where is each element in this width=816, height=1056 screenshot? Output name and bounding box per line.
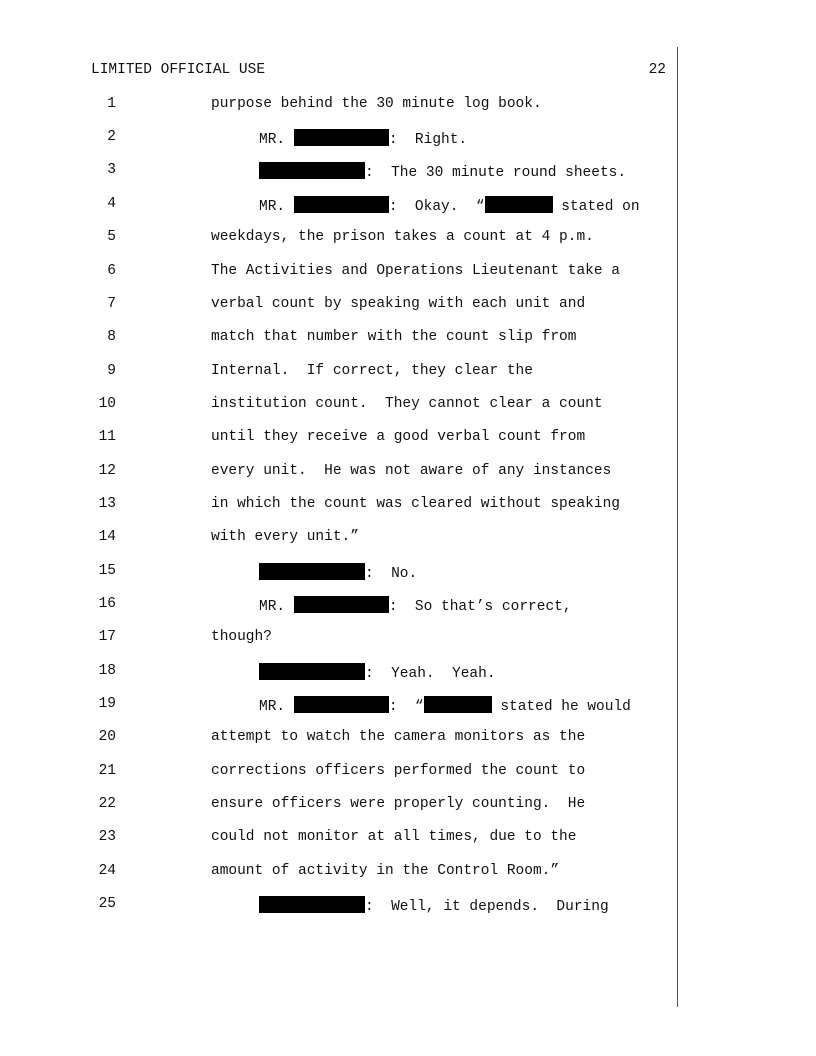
transcript-line [0,763,816,783]
line-text: The Activities and Operations Lieutenant take a [211,263,620,279]
transcript-line [0,263,816,283]
speaker-remark: : Well, it depends. During [365,899,609,915]
line-text: in which the count was cleared without speaking [211,496,620,512]
speaker-remark: : No. [365,566,418,582]
speaker-prefix: MR. [259,132,294,148]
line-number: 3 [107,162,116,178]
transcript-line [0,596,816,616]
line-text [259,696,631,715]
transcript-line [0,663,816,683]
line-number: 22 [98,796,116,812]
transcript-line [0,96,816,116]
line-number: 8 [107,329,116,345]
page-header-classification: LIMITED OFFICIAL USE [91,62,266,78]
transcript-line [0,363,816,383]
redaction-box [294,696,389,713]
transcript-line [0,729,816,749]
line-text: ensure officers were properly counting. He [211,796,586,812]
line-number: 25 [98,896,116,912]
line-text [259,162,626,181]
line-text: Internal. If correct, they clear the [211,363,533,379]
line-number: 11 [98,429,116,445]
line-number: 18 [98,663,116,679]
line-number: 20 [98,729,116,745]
redaction-box [259,896,365,913]
transcript-line [0,162,816,182]
line-text: match that number with the count slip from [211,329,577,345]
line-text: corrections officers performed the count to [211,763,586,779]
line-text: could not monitor at all times, due to the [211,829,577,845]
line-number: 6 [107,263,116,279]
redaction-box [485,196,553,213]
line-text: weekdays, the prison takes a count at 4 p.m. [211,229,594,245]
line-number: 21 [98,763,116,779]
redaction-box [259,563,365,580]
redaction-box [259,162,365,179]
line-number: 16 [98,596,116,612]
speaker-prefix: MR. [259,599,294,615]
line-text: every unit. He was not aware of any instances [211,463,612,479]
transcript-line [0,829,816,849]
transcript-line [0,196,816,216]
line-number: 1 [107,96,116,112]
line-number: 23 [98,829,116,845]
transcript-line [0,896,816,916]
speaker-remark: : The 30 minute round sheets. [365,165,627,181]
transcript-line [0,463,816,483]
transcript-line [0,796,816,816]
speaker-prefix: MR. [259,199,294,215]
speaker-remark: : Okay. “ [388,199,485,215]
redaction-box [294,196,389,213]
line-text: attempt to watch the camera monitors as the [211,729,586,745]
transcript-line [0,863,816,883]
speaker-prefix: MR. [259,699,294,715]
line-text: institution count. They cannot clear a count [211,396,603,412]
line-number: 19 [98,696,116,712]
line-number: 17 [98,629,116,645]
page-number: 22 [648,62,666,78]
line-number: 2 [107,129,116,145]
redaction-box [294,129,389,146]
line-number: 10 [98,396,116,412]
transcript-line [0,529,816,549]
speaker-remark: : “ [388,699,424,715]
line-number: 15 [98,563,116,579]
line-text: though? [211,629,272,645]
line-number: 24 [98,863,116,879]
line-number: 12 [98,463,116,479]
line-text: until they receive a good verbal count from [211,429,586,445]
transcript-line [0,629,816,649]
line-text: verbal count by speaking with each unit and [211,296,586,312]
transcript-line [0,496,816,516]
redaction-box [424,696,492,713]
transcript-line [0,329,816,349]
line-text [259,129,467,148]
line-text [259,596,572,615]
line-number: 13 [98,496,116,512]
speaker-remark: : Yeah. Yeah. [365,666,496,682]
line-number: 4 [107,196,116,212]
line-text: purpose behind the 30 minute log book. [211,96,542,112]
transcript-line [0,229,816,249]
line-number: 9 [107,363,116,379]
speaker-remark-continued: stated he would [491,699,631,715]
transcript-line [0,696,816,716]
line-text [259,896,609,915]
speaker-remark-continued: stated on [552,199,640,215]
line-number: 7 [107,296,116,312]
line-text [259,196,640,215]
line-text [259,663,496,682]
transcript-line [0,429,816,449]
speaker-remark: : Right. [388,132,468,148]
line-text [259,563,417,582]
transcript-line [0,563,816,583]
line-text: amount of activity in the Control Room.” [211,863,560,879]
speaker-remark: : So that’s correct, [388,599,572,615]
line-text: with every unit.” [211,529,359,545]
transcript-line [0,296,816,316]
transcript-line [0,396,816,416]
transcript-line [0,129,816,149]
line-number: 5 [107,229,116,245]
line-number: 14 [98,529,116,545]
redaction-box [294,596,389,613]
redaction-box [259,663,365,680]
